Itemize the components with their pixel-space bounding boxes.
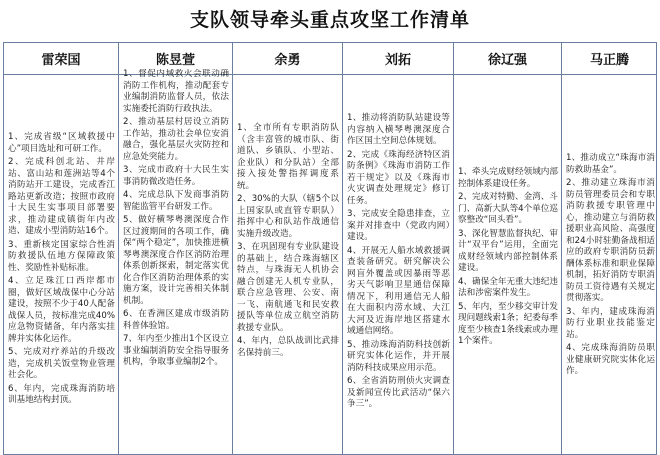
list-item: 4、立足珠江口西岸都市圈，做好区域战保中心分站建设，按照不少于40人配备战保人员，按标准完成40%应急物资储备，年内落实挂牌并实体化运作。 — [8, 276, 115, 344]
list-item: 5、做好横琴粤澳深度合作区过渡期间的各项工作，确保“两个稳定”，加快推进横琴粤澳深度合作区消防治理体系创新探索，制定落实优化合作区消防治理体系的实施方案，设计完善相关体制机制。 — [123, 215, 229, 306]
list-item: 2、推动基层村居设立消防工作站，推动社会单位安消融合，强化基层火灾防控和应急处突能力。 — [123, 117, 229, 162]
list-item: 3、深化智慧监督执纪、审计“双平台”运用，全面完成财经领域内部控制体系建设。 — [458, 228, 558, 273]
column-header-chen: 陈昱萱 — [119, 43, 233, 75]
list-item: 2、30%的大队（辖5个以上国家队或直管专职队）指挥中心和队站作战通信实施升级改造。 — [237, 194, 339, 239]
list-item: 1、牵头完成财经领域内部控制体系建设任务。 — [458, 167, 558, 189]
list-item: 2、完成科创北站、井岸站、富山站和莲洲站等4个消防站开工建设，完成香江路站更新改造；按照市政府十大民生实事项目部署要求，推动建成镇街年内改造、建成小型消防站16个。 — [8, 157, 115, 236]
list-item: 3、重新核定国家综合性消防救援队伍地方保障政策性、奖励性补贴标准。 — [8, 239, 115, 273]
list-item: 3、年内，建成珠海消防行业职业技能鉴定站。 — [566, 306, 655, 340]
list-item: 1、完成省级“区域救援中心”项目选址和可研工作。 — [8, 132, 115, 154]
list-item: 3、在巩固现有专业队建设的基础上，结合珠海辖区特点，与珠海无人机协会融合创建无人机专业队，联合应急管理、公安、南一飞、南航通飞和民安救援队等单位成立航空消防救援专业队。 — [237, 242, 339, 333]
column-body-ma — [562, 75, 657, 455]
page-title: 支队领导牵头重点攻坚工作清单 — [189, 9, 470, 31]
list-item: 1、推动将消防队站建设等内容纳入横琴粤澳深度合作区国土空间总体规划。 — [347, 113, 450, 146]
column-header-yu: 余勇 — [233, 43, 343, 75]
list-item: 4、年内，总队战训比武排名保持前三。 — [237, 336, 339, 358]
list-item: 4、完成珠海消防员职业健康研究院实体化运作。 — [566, 343, 655, 376]
list-item: 7、年内至少推出1个区设立事业编制消防安全指导服务机构，争取事业编制2个。 — [123, 334, 229, 367]
column-header-lei: 雷荣国 — [4, 43, 119, 75]
column-header-ma: 马正腾 — [562, 43, 657, 75]
list-item: 4、完成总队下发商事消防智能监管平台研发工作。 — [123, 190, 229, 212]
list-item: 2、完成《珠海经济特区消防条例》《珠海市消防工作若干规定》以及《珠海市火灾调查处理规定》修订任务。 — [347, 149, 450, 206]
list-item: 5、年内，至少移交审计发现问题线索1条；纪委每季度至少核查1条线索或办理1个案件。 — [458, 301, 558, 346]
column-header-xu: 徐辽强 — [454, 43, 562, 75]
column-body-chen — [119, 69, 233, 455]
list-item: 2、推动建立珠海市消防员管理委员会和专职消防救援专职管理中心，推动建立与消防救援职业高风险、高强度和24小时驻勤备战相适应的政府专职消防员薪酬体系标准和职业保障机制，拓好消防专职消防员工资待遇有关规定贯彻落实。 — [566, 178, 655, 303]
list-item: 6、年内，完成珠海消防培训基地结构封顶。 — [8, 383, 115, 405]
list-item: 1、督促内域救火会联动确消防工作机构，推动配套专业编制消防监督人员，依法实施委托消防行政执法。 — [123, 69, 229, 114]
column-body-liu — [343, 75, 454, 455]
column-header-liu: 刘拓 — [343, 43, 454, 75]
list-item: 4、确保全年无重大违纪违法和涉密案件发生。 — [458, 276, 558, 298]
list-item: 3、完成安全隐患排查，立案并对排查中（党政内网）建设。 — [347, 209, 450, 242]
list-item: 3、完成市政府十大民生实事消防微改造任务。 — [123, 165, 229, 187]
list-item: 5、推动珠海消防科技创新研究实体化运作，并开展消防科技成果应用示范。 — [347, 339, 450, 373]
column-body-yu — [233, 75, 343, 455]
column-body-lei — [4, 75, 119, 455]
column-body-xu — [454, 75, 562, 455]
list-item: 2、完成对特勤、金湾、斗门、高新大队等4个单位巡察整改“回头看”。 — [458, 192, 558, 225]
list-item: 5、完成对疗养站的升级改造，完成机关饭堂物业管理社会化。 — [8, 347, 115, 380]
list-item: 1、推动成立“珠海市消防救助基金”。 — [566, 153, 655, 175]
list-item: 6、全省消防刑侦火灾调查及新闻宣传比武活动“保六争三”。 — [347, 376, 450, 409]
work-list-table — [3, 42, 657, 455]
list-item: 4、开展无人船水域救援调查装备研究。研究解决公网盲外覆盖或因暴雨等恶劣天气影响卫星通信保障情况下，利用通信无人船在大面积内涝水域、大江大河及近海岸地区搭建水域通信网络。 — [347, 245, 450, 336]
list-item: 1、全市所有专职消防队（含丰富管的城市队、街道队、乡镇队、小型站、企业队）和分队站）全部接入接处警指挥调度系统。 — [237, 123, 339, 191]
list-item: 6、在香洲区建成市级消防科普体验馆。 — [123, 309, 229, 331]
